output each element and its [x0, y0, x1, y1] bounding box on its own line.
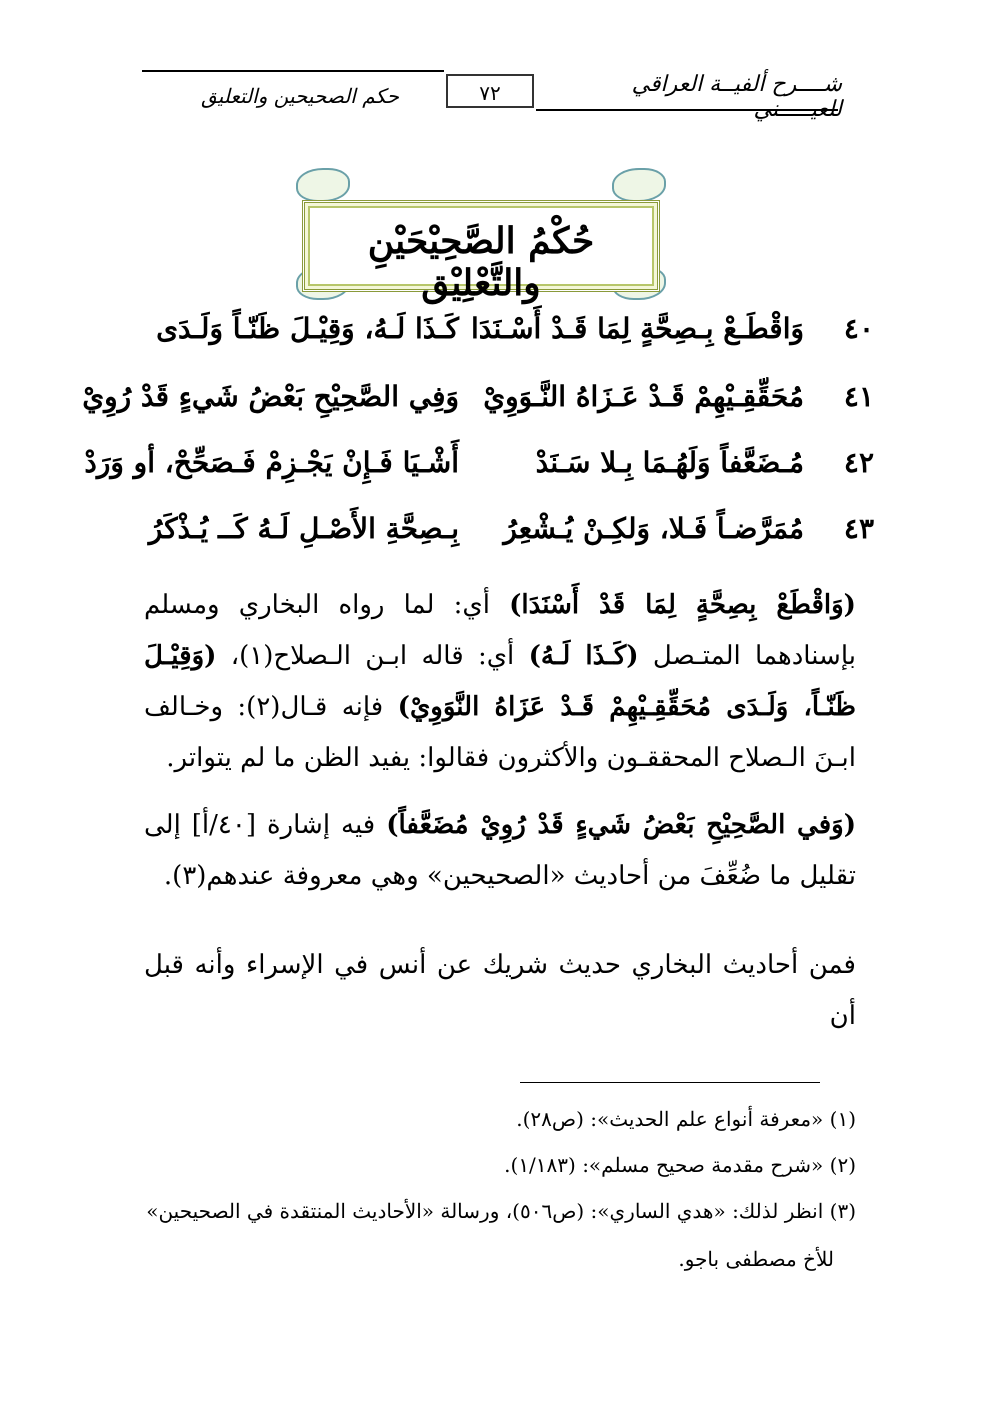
commentary-text: فإنه قـال(٢): وخـالف ابـنَ الـصلاح المحققـون والأكثرون فقالوا: يفيد الظن ما لم يتواتر.: [144, 692, 856, 773]
header-rule-top: [142, 70, 444, 72]
commentary-text: أي: قاله ابـن الـصلاح(١)،: [216, 641, 529, 671]
footnote-continuation: للأخ مصطفى باجو.: [678, 1247, 834, 1271]
quoted-verse: (وَقِيْـلَ ظَنّـاً، وَلَـدَى مُحَقِّقِـيْهِمْ قَـدْ عَزَاهُ النَّوَوِيْ): [144, 641, 857, 722]
footnote: (٣) انظر لذلك: «هدي الساري»: (ص٥٠٦)، ورسالة «الأحاديث المنتقدة في الصحيحين»: [146, 1199, 856, 1223]
verse-hemistich-first: مُحَقِّقِـيْهِمْ قَـدْ عَـزَاهُ النَّـوَوِيْ: [483, 380, 804, 413]
footnote: (١) «معرفة أنواع علم الحديث»: (ص٢٨).: [516, 1107, 856, 1131]
ornament-corner-top-left: [296, 168, 350, 202]
footnote: (٢) «شرح مقدمة صحيح مسلم»: (١/١٨٣).: [504, 1153, 856, 1177]
running-header-section-title: حكم الصحيحين والتعليق: [201, 84, 399, 108]
verse-hemistich-second: وَفِي الصَّحِيْحِ بَعْضُ شَيءٍ قَدْ رُوِيْ: [82, 380, 459, 413]
verse-hemistich-first: مُـضَعَّفاً وَلَهُـمَا بِـلا سَـنَدْ: [535, 446, 804, 479]
quoted-verse: (وَفي الصَّحِيْحِ بَعْضُ شَيءٍ قَدْ رُوِيْ مُضَعَّفاً): [386, 810, 856, 840]
chapter-title: حُكْمُ الصَّحِيْحَيْنِ والتَّعْلِيْق: [367, 220, 595, 304]
commentary-text: أي: لما رواه البخاري ومسلم بإسنادهما المتـصل: [144, 590, 856, 671]
footnote-rule: [520, 1082, 820, 1083]
verse-hemistich-second: بِـصِحَّةِ الأَصْـلِ لَـهُ كَــ يُـذْكَرُ: [148, 512, 459, 545]
verse-hemistich-first: مُمَرَّضـاً فَـلا، وَلكِـنْ يُـشْعِرُ: [503, 512, 804, 545]
verse-number: ٤٢: [843, 446, 874, 479]
commentary-text: فيه إشارة [٤٠/أ] إلى تقليل ما ضُعِّفَ من أحاديث «الصحيحين» وهي معروفة عندهم(٣).: [144, 810, 856, 891]
quoted-verse: (وَاقْطَعْ بِصِحَّةٍ لِمَا قَدْ أَسْنَدَا): [509, 590, 856, 620]
verse-hemistich-second: أَشْـيَا فَـإِنْ يَجْـزِمْ فَـصَحِّحْ، أو وَرَدْ: [84, 446, 459, 479]
running-header-book-title: شــــرح ألفيــة العراقي للعيـــــني: [631, 72, 842, 122]
commentary-paragraph-3: فمن أحاديث البخاري حديث شريك عن أنس في الإسراء وأنه قبل أن: [144, 950, 856, 1031]
ornament-corner-top-right: [612, 168, 666, 202]
verse-number: ٤١: [843, 380, 874, 413]
commentary-paragraph-2: [144, 800, 856, 902]
verse-number: ٤٠: [843, 312, 874, 345]
page-number-box: ٧٢: [446, 74, 534, 108]
verse-hemistich-first: وَاقْطَـعْ بِـصِحَّةٍ لِمَا قَـدْ أَسْـنَدَا: [470, 312, 804, 345]
verse-hemistich-second: كَـذَا لَـهُ، وَقِيْـلَ ظَنّـاً وَلَـدَى: [156, 312, 459, 345]
commentary-paragraph-1: [144, 580, 856, 784]
quoted-verse: (كَـذَا لَـهُ): [528, 641, 639, 671]
verse-number: ٤٣: [843, 512, 874, 545]
